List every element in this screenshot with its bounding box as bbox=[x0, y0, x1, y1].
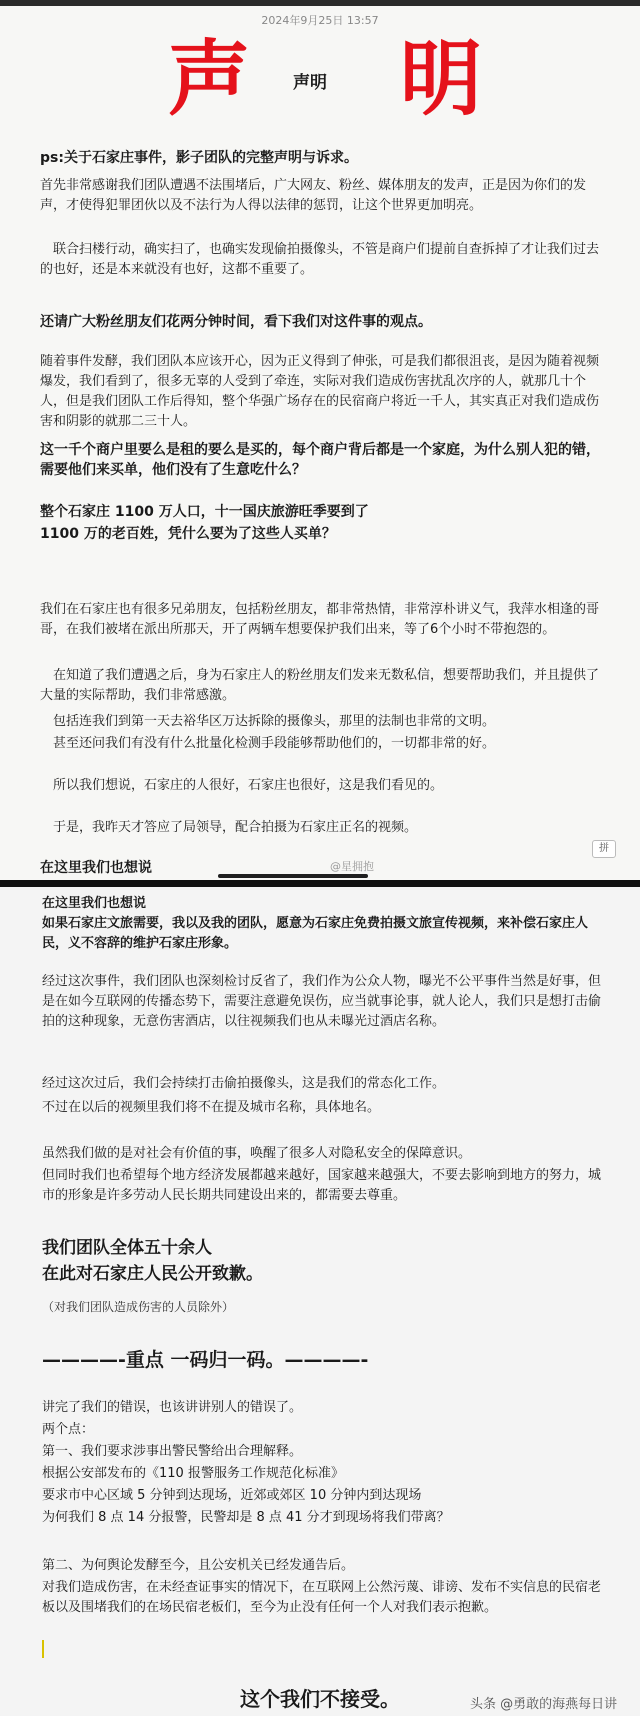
watermark-weibo: @星拥抱 bbox=[330, 860, 374, 873]
key-point-heading: ————-重点 一码归一码。————- bbox=[42, 1349, 369, 1371]
paragraph-joint-sweep: 联合扫楼行动，确实扫了，也确实发现偷拍摄像头，不管是商户们提前自查拆掉了才让我们过去的也好，还是本来就没有也好，这都不重要了。 bbox=[40, 242, 600, 277]
paragraph-point-one: 第一、我们要求涉事出警民警给出合理解释。 bbox=[42, 1444, 303, 1459]
title-small: 声明 bbox=[293, 73, 327, 93]
paragraph-response-time: 要求市中心区域 5 分钟到达现场，近郊或郊区 10 分钟内到达现场 bbox=[42, 1488, 422, 1503]
paragraph-video: 于是，我昨天才答应了局领导，配合拍摄为石家庄正名的视频。 bbox=[53, 820, 418, 835]
title-big-left: 声 bbox=[168, 32, 251, 127]
paragraph-request: 还请广大粉丝朋友们花两分钟时间，看下我们对这件事的观点。 bbox=[40, 314, 432, 330]
paragraph-defamation: 对我们造成伤害，在未经查证事实的情况下，在互联网上公然污蔑、诽谤、发布不实信息的民宿老板以及围堵我们的在场民宿老板们，至今为止没有任何一个人对我们表示抱歉。 bbox=[42, 1580, 602, 1615]
paragraph-delay-question: 为何我们 8 点 14 分报警，民警却是 8 点 41 分才到现场将我们带离？ bbox=[42, 1510, 450, 1525]
home-indicator bbox=[218, 874, 368, 878]
paragraph-wanda: 包括连我们到第一天去裕华区万达拆除的摄像头，那里的法制也非常的文明。 bbox=[53, 714, 496, 729]
top-strip bbox=[0, 0, 640, 6]
paragraph-population-1: 整个石家庄 1100 万人口，十一国庆旅游旺季要到了 bbox=[40, 504, 369, 520]
paragraph-respect: 但同时我们也希望每个地方经济发展都越来越好，国家越来越强大，不要去影响到地方的努力，城市的形象是许多劳动人民长期共同建设出来的，都需要去尊重。 bbox=[42, 1168, 602, 1203]
final-statement: 这个我们不接受。 bbox=[240, 1687, 400, 1711]
paragraph-standard: 根据公安部发布的《110 报警服务工作规范化标准》 bbox=[42, 1466, 344, 1481]
apology-line-2: 在此对石家庄人民公开致歉。 bbox=[42, 1264, 263, 1284]
panel-divider bbox=[0, 880, 640, 887]
paragraph-others-fault: 讲完了我们的错误，也该讲讲别人的错误了。 bbox=[42, 1400, 303, 1415]
paragraph-privacy: 虽然我们做的是对社会有价值的事，唤醒了很多人对隐私安全的保障意识。 bbox=[42, 1146, 472, 1161]
text-cursor bbox=[42, 1640, 44, 1658]
post-date: 2024年9月25日 13:57 bbox=[261, 14, 379, 27]
paragraph-continue: 经过这次过后，我们会持续打击偷拍摄像头，这是我们的常态化工作。 bbox=[42, 1076, 446, 1091]
paragraph-fans-help: 在知道了我们遭遇之后，身为石家庄人的粉丝朋友们发来无数私信，想要帮助我们，并且提供了大量的实际帮助，我们非常感激。 bbox=[40, 668, 600, 703]
paragraph-repeat-heading: 在这里我们也想说 bbox=[42, 896, 147, 911]
paragraph-merchants: 这一千个商户里要么是租的要么是买的，每个商户背后都是一个家庭，为什么别人犯的错，需要他们来买单，他们没有了生意吃什么？ bbox=[40, 442, 600, 478]
ps-heading: ps:关于石家庄事件，影子团队的完整声明与诉求。 bbox=[40, 150, 358, 166]
paragraph-good-city: 所以我们想说，石家庄的人很好，石家庄也很好，这是我们看见的。 bbox=[53, 778, 444, 793]
paragraph-cutoff: 在这里我们也想说 bbox=[40, 860, 152, 876]
badge-icon: 拼 bbox=[592, 840, 616, 858]
paragraph-thanks: 首先非常感谢我们团队遭遇不法围堵后，广大网友、粉丝、媒体朋友的发声，正是因为你们的发声，才使得犯罪团伙以及不法行为人得以法律的惩罚，让这个世界更加明亮。 bbox=[40, 178, 587, 213]
title-big-right: 明 bbox=[400, 32, 483, 127]
paragraph-friends: 我们在石家庄也有很多兄弟朋友，包括粉丝朋友，都非常热情，非常淳朴讲义气，我萍水相逢的哥哥，在我们被堵在派出所那天，开了两辆车想要保护我们出来，等了6个小时不带抱怨的。 bbox=[40, 602, 600, 637]
paragraph-event: 随着事件发酵，我们团队本应该开心，因为正义得到了伸张，可是我们都很沮丧，是因为随着视频爆发，我们看到了，很多无辜的人受到了牵连，实际对我们造成伤害扰乱次序的人，就那几十个人，但是我们团队工作后得知，整个华强广场存在的民宿商户将近一千人，其实真正对我们造成伤害和阴影的就那二三十人。 bbox=[40, 354, 600, 429]
paragraph-population-2: 1100 万的老百姓，凭什么要为了这些人买单？ bbox=[40, 526, 336, 542]
apology-line-1: 我们团队全体五十余人 bbox=[42, 1238, 212, 1258]
paragraph-no-city-names: 不过在以后的视频里我们将不在提及城市名称，具体地名。 bbox=[42, 1100, 381, 1115]
paragraph-detection: 甚至还问我们有没有什么批量化检测手段能够帮助他们的，一切都非常的好。 bbox=[53, 736, 496, 751]
apology-exception: （对我们团队造成伤害的人员除外） bbox=[42, 1300, 235, 1314]
paragraph-point-two: 第二、为何舆论发酵至今，且公安机关已经发通告后。 bbox=[42, 1558, 355, 1573]
paragraph-tourism-offer: 如果石家庄文旅需要，我以及我的团队，愿意为石家庄免费拍摄文旅宣传视频，来补偿石家庄人民，义不容辞的维护石家庄形象。 bbox=[42, 916, 589, 951]
paragraph-two-points: 两个点： bbox=[42, 1422, 95, 1437]
paragraph-reflection: 经过这次事件，我们团队也深刻检讨反省了，我们作为公众人物，曝光不公平事件当然是好事，但是在如今互联网的传播态势下，需要注意避免误伤，应当就事论事，就人论人，我们只是想打击偷拍的这种现象，无意伤害酒店，以往视频我们也从未曝光过酒店名称。 bbox=[42, 974, 602, 1029]
watermark-toutiao: 头条 @勇敢的海燕每日讲 bbox=[470, 1697, 618, 1712]
